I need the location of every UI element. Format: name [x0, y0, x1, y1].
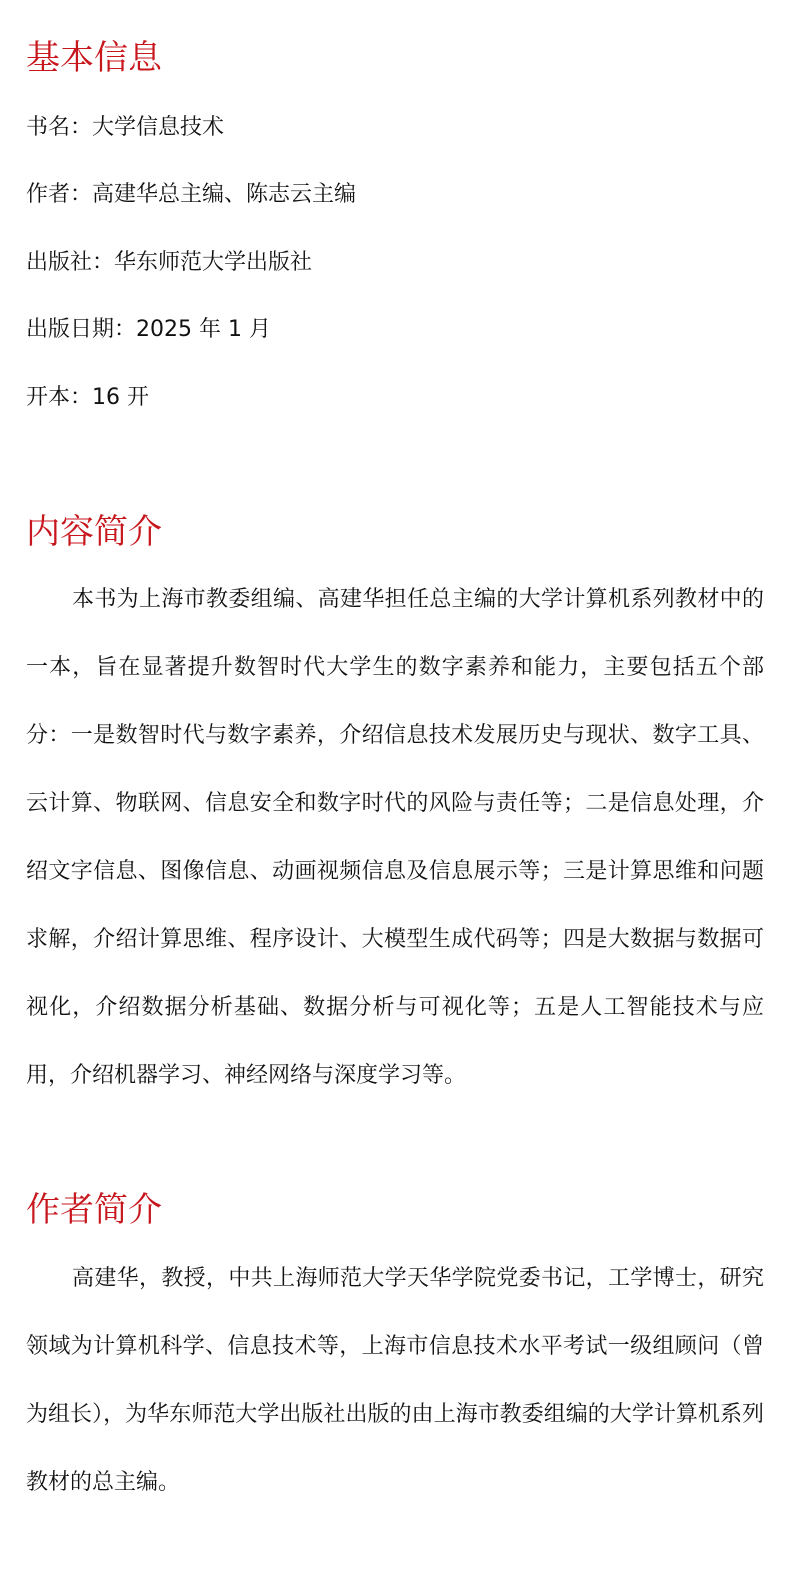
- author-intro-heading: 作者简介: [26, 1190, 162, 1230]
- content-intro-paragraph: 本书为上海市教委组编、高建华担任总主编的大学计算机系列教材中的一本，旨在显著提升数智时代大学生的数字素养和能力，主要包括五个部分：一是数智时代与数字素养，介绍信息技术发展历史与现状、数字工具、云计算、物联网、信息安全和数字时代的风险与责任等；二是信息处理，介绍文字信息、图像信息、动画视频信息及信息展示等；三是计算思维和问题求解，介绍计算思维、程序设计、大模型生成代码等；四是大数据与数据可视化，介绍数据分析基础、数据分析与可视化等；五是人工智能技术与应用，介绍机器学习、神经网络与深度学习等。: [26, 587, 764, 1088]
- basic-info-heading: 基本信息: [26, 38, 162, 78]
- publisher-line: 出版社：华东师范大学出版社: [26, 250, 313, 275]
- content-intro-heading: 内容简介: [26, 512, 162, 552]
- format-line: 开本：16 开: [26, 385, 149, 410]
- author-line: 作者：高建华总主编、陈志云主编: [26, 182, 357, 207]
- book-title-line: 书名：大学信息技术: [26, 115, 225, 140]
- publish-date-line: 出版日期：2025 年 1 月: [26, 317, 271, 342]
- author-intro-paragraph: 高建华，教授，中共上海师范大学天华学院党委书记，工学博士，研究领域为计算机科学、信息技术等，上海市信息技术水平考试一级组顾问（曾为组长），为华东师范大学出版社出版的由上海市教委组编的大学计算机系列教材的总主编。: [26, 1266, 764, 1495]
